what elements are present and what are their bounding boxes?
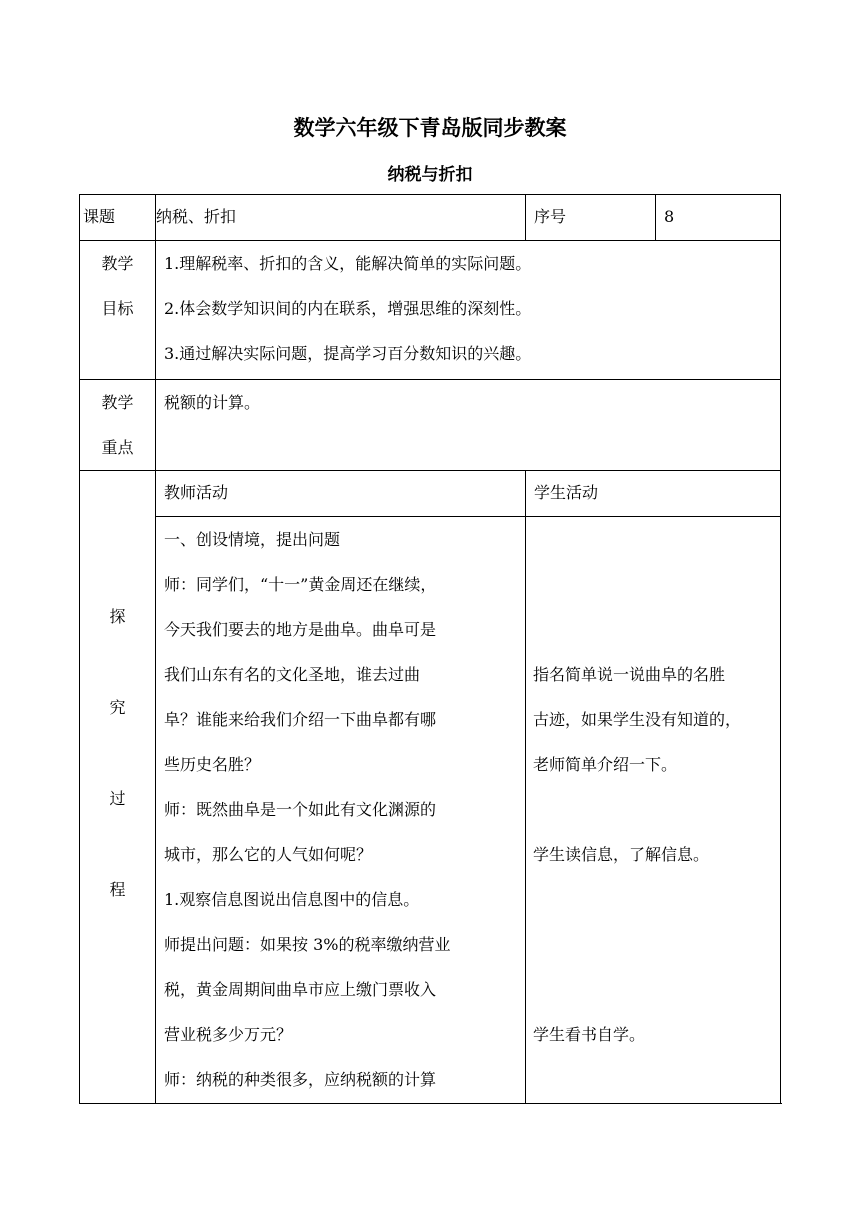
focus-content xyxy=(156,380,781,471)
page-subtitle: 纳税与折扣 xyxy=(387,165,473,185)
teacher-line: 师提出问题：如果按 3%的税率缴纳营业 xyxy=(164,935,451,954)
focus-label xyxy=(80,380,156,471)
goals-label-line: 目标 xyxy=(101,299,134,318)
student-line xyxy=(526,607,780,652)
goals-label-line: 教学 xyxy=(101,254,134,273)
teacher-line: 今天我们要去的地方是曲阜。曲阜可是 xyxy=(164,620,437,639)
student-line xyxy=(526,517,780,562)
teacher-line: 师：同学们，“十一”黄金周还在继续， xyxy=(164,575,437,594)
teacher-line: 城市，那么它的人气如何呢？ xyxy=(164,845,373,864)
student-activity-content xyxy=(526,517,781,1104)
student-line: 古迹，如果学生没有知道的， xyxy=(533,710,742,729)
teacher-line: 阜？谁能来给我们介绍一下曲阜都有哪 xyxy=(164,710,437,729)
teacher-line: 税，黄金周期间曲阜市应上缴门票收入 xyxy=(164,980,437,999)
focus-label-line: 重点 xyxy=(101,438,134,457)
process-label-char: 探 xyxy=(109,607,126,626)
student-line: 学生读信息，了解信息。 xyxy=(533,845,710,864)
goal-item: 2.体会数学知识间的内在联系，增强思维的深刻性。 xyxy=(164,299,532,318)
topic-label: 课题 xyxy=(80,195,156,241)
teacher-activity-header: 教师活动 xyxy=(156,471,526,517)
number-label: 序号 xyxy=(526,195,656,241)
topic-value: 纳税、折扣 xyxy=(156,195,526,241)
teacher-line: 我们山东有名的文化圣地，谁去过曲 xyxy=(164,665,421,684)
focus-value: 税额的计算。 xyxy=(164,393,261,412)
focus-label-line: 教学 xyxy=(101,393,134,412)
page-title: 数学六年级下青岛版同步教案 xyxy=(293,116,567,140)
student-activity-header: 学生活动 xyxy=(526,471,781,517)
activity-content-row xyxy=(80,517,781,1104)
student-line: 老师简单介绍一下。 xyxy=(533,755,678,774)
goals-row xyxy=(80,241,781,380)
teacher-line: 些历史名胜？ xyxy=(164,755,261,774)
goal-item: 1.理解税率、折扣的含义，能解决简单的实际问题。 xyxy=(164,254,532,273)
activity-header-row xyxy=(80,471,781,517)
teacher-line: 营业税多少万元？ xyxy=(164,1025,293,1044)
focus-row xyxy=(80,380,781,471)
student-line xyxy=(526,967,780,1012)
student-line: 指名简单说一说曲阜的名胜 xyxy=(533,665,726,684)
number-value: 8 xyxy=(656,195,781,241)
teacher-line: 1.观察信息图说出信息图中的信息。 xyxy=(164,890,420,909)
topic-row xyxy=(80,195,781,241)
lesson-plan-table xyxy=(79,194,781,1104)
goals-label xyxy=(80,241,156,380)
student-line xyxy=(526,562,780,607)
process-label-char: 程 xyxy=(109,880,126,899)
process-label-char: 过 xyxy=(109,789,126,808)
process-label xyxy=(80,471,156,1104)
student-line xyxy=(526,787,780,832)
student-line xyxy=(526,877,780,922)
teacher-line: 师：既然曲阜是一个如此有文化渊源的 xyxy=(164,800,437,819)
teacher-activity-content xyxy=(156,517,526,1104)
goal-item: 3.通过解决实际问题，提高学习百分数知识的兴趣。 xyxy=(164,344,532,363)
goals-content xyxy=(156,241,781,380)
teacher-line: 一、创设情境，提出问题 xyxy=(164,530,341,549)
process-label-char: 究 xyxy=(109,698,126,717)
teacher-line: 师：纳税的种类很多，应纳税额的计算 xyxy=(164,1070,437,1089)
student-line xyxy=(526,922,780,967)
student-line: 学生看书自学。 xyxy=(533,1025,646,1044)
